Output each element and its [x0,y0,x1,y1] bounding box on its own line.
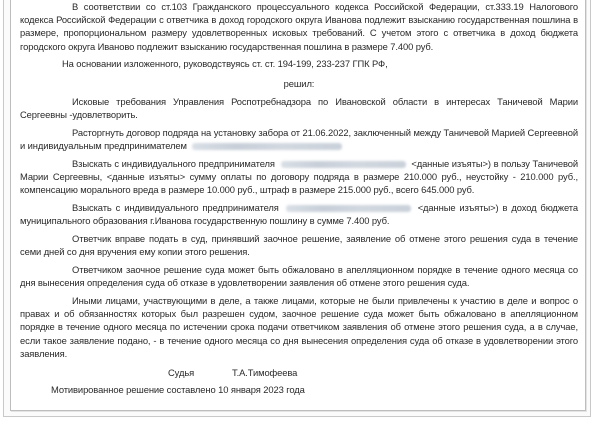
terminate-contract-text: Расторгнуть договор подряда на установку забора от 21.06.2022, заключенный между Таничевой Марией Сергеевной и индивидуальным предпринимателем [20,126,578,152]
paragraph-defendant-right: Ответчик вправе подать в суд, принявший заочное решение, заявление об отмене этого решения суда в течение семи дней со дня вручения ему копии этого решения. [20,233,578,258]
heading-decided: решил: [283,77,315,89]
recover-budget-intro: Взыскать с индивидуального предпринимателя [72,202,279,214]
recover-consumer-details: <данные изъяты>) в пользу Таничевой Марии Сергеевны, <данные изъяты> сумму оплаты по договору подряда в размере 210.000 руб., неустойку - 210.000 руб., компенсацию морального вреда в размере 10.000 руб., штраф в размере 215.000 руб., всего 645.000 руб. [20,157,579,196]
redacted-name [286,205,411,212]
court-decision-text [20,0,578,401]
paragraph-state-duty: В соответствии со ст.103 Гражданского процессуального кодекса Российской Федерации, ст.333.19 Налогового кодекса Российской Федерации с ответчика в доход городского округа Иванова подлежит взысканию государственная пошлина в размере, пропорциональном размеру удовлетворенных исковых требований. С учетом этого с ответчика в доход бюджета городского округа Иваново подлежит взысканию государственная пошлина в размере 7.400 руб. [20,1,578,52]
signature-block [20,366,578,380]
paragraph-claims-satisfied: Исковые требования Управления Роспотребнадзора по Ивановской области в интересах Таничевой Марии Сергеевны -удовлетворить. [20,95,578,121]
recover-consumer-intro: Взыскать с индивидуального предпринимателя [72,157,275,169]
signature-role: Судья [168,367,195,379]
footer-note: Мотивированное решение составлено 10 января 2023 года [51,384,305,396]
paragraph-recover-consumer [20,157,578,197]
redacted-name [192,143,342,150]
redacted-name [281,161,406,168]
paragraph-legal-basis: На основании изложенного, руководствуясь ст. ст. 194-199, 233-237 ГПК РФ, [62,58,388,70]
paragraph-recover-budget [20,201,578,227]
signature-name: Т.А.Тимофеева [232,367,298,379]
paragraph-other-persons-appeal: Иными лицами, участвующими в деле, а также лицами, которые не были привлечены к участию в деле и вопрос о правах и об обязанностях которых был разрешен судом, заочное решение суда может быть обжаловано в апелляционном порядке в течение одного месяца по истечении срока подачи ответчиком заявления об отмене этого решения суда, а в случае, если такое заявление подано, - в течение одного месяца со дня вынесения определения суда об отказе в удовлетворении этого заявления. [20,295,578,359]
paragraph-defendant-appeal: Ответчиком заочное решение суда может быть обжаловано в апелляционном порядке в течение одного месяца со дня вынесения определения суда об отказе в удовлетворении заявления об отмене этого решения суда. [20,264,578,289]
recover-budget-details: <данные изъяты>) в доход бюджета муниципального образования г.Иванова государственную пошлину в сумме 7.400 руб. [20,202,578,227]
paragraph-terminate-contract [20,126,578,152]
